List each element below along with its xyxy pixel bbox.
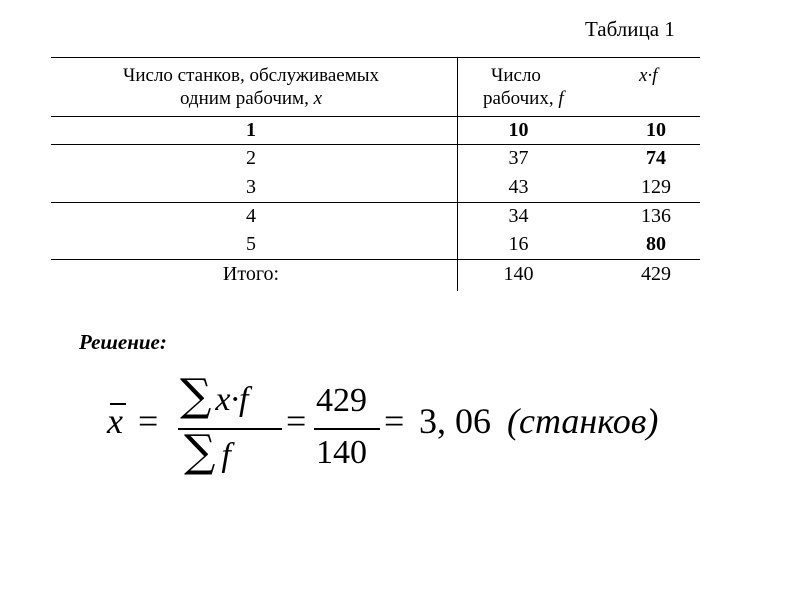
row1-x: 1 bbox=[246, 119, 256, 141]
row1-f: 10 bbox=[508, 119, 529, 141]
mean-formula bbox=[100, 370, 700, 480]
table-column-divider bbox=[457, 57, 458, 291]
total-rule bbox=[51, 259, 700, 260]
result-unit: (станков) bbox=[507, 401, 659, 441]
formula-equals-1: = bbox=[138, 401, 159, 441]
formula-equals-2: = bbox=[286, 401, 307, 441]
data-table bbox=[51, 57, 700, 291]
table-top-rule bbox=[51, 57, 700, 58]
header-col1-line2-text: одним рабочим, bbox=[179, 88, 314, 109]
header-col1-line2 bbox=[51, 87, 451, 110]
numerator-expression: x·f bbox=[215, 381, 249, 418]
row5-f: 16 bbox=[508, 233, 529, 255]
fraction1-denominator bbox=[184, 426, 231, 477]
header-col2-line1: Число bbox=[491, 65, 541, 86]
row3-xf: 129 bbox=[641, 176, 671, 198]
formula-equals-3: = bbox=[384, 401, 405, 441]
header-col3: x·f bbox=[639, 65, 658, 86]
row4-xf: 136 bbox=[641, 205, 671, 227]
sum-symbol-denominator: ∑ bbox=[184, 426, 216, 477]
total-label: Итого: bbox=[222, 263, 280, 285]
denominator-expression: f bbox=[221, 437, 231, 474]
row4-f: 34 bbox=[508, 205, 529, 227]
row2-xf: 74 bbox=[646, 147, 666, 169]
table-caption: Таблица 1 bbox=[585, 17, 675, 41]
row-rule-1 bbox=[51, 144, 700, 145]
row-rule-2 bbox=[51, 202, 700, 203]
formula-result bbox=[419, 400, 658, 442]
row3-f: 43 bbox=[508, 176, 529, 198]
fraction2-bar bbox=[314, 428, 380, 430]
header-col1-variable: x bbox=[313, 88, 323, 109]
header-col2-variable: f bbox=[558, 88, 564, 109]
row3-x: 3 bbox=[246, 176, 256, 198]
result-value: 3, 06 bbox=[419, 401, 491, 441]
row2-x: 2 bbox=[246, 147, 256, 169]
fraction2-denominator: 140 bbox=[316, 434, 367, 471]
row5-x: 5 bbox=[246, 233, 256, 255]
row5-xf: 80 bbox=[646, 233, 666, 255]
header-rule bbox=[51, 116, 700, 117]
solution-label: Решение: bbox=[79, 330, 167, 354]
header-col2-line2-text: рабочих, bbox=[483, 88, 559, 109]
sum-symbol-numerator: ∑ bbox=[180, 370, 212, 421]
total-xf: 429 bbox=[641, 263, 671, 285]
row4-x: 4 bbox=[246, 205, 256, 227]
header-col2-line2 bbox=[483, 87, 564, 110]
row1-xf: 10 bbox=[646, 119, 666, 141]
fraction2-numerator: 429 bbox=[316, 382, 367, 419]
fraction1-numerator bbox=[180, 370, 248, 421]
total-f: 140 bbox=[503, 263, 534, 285]
formula-lhs-x: x bbox=[107, 401, 123, 441]
row2-f: 37 bbox=[508, 147, 529, 169]
header-col1-line1: Число станков, обслуживаемых bbox=[123, 65, 379, 86]
